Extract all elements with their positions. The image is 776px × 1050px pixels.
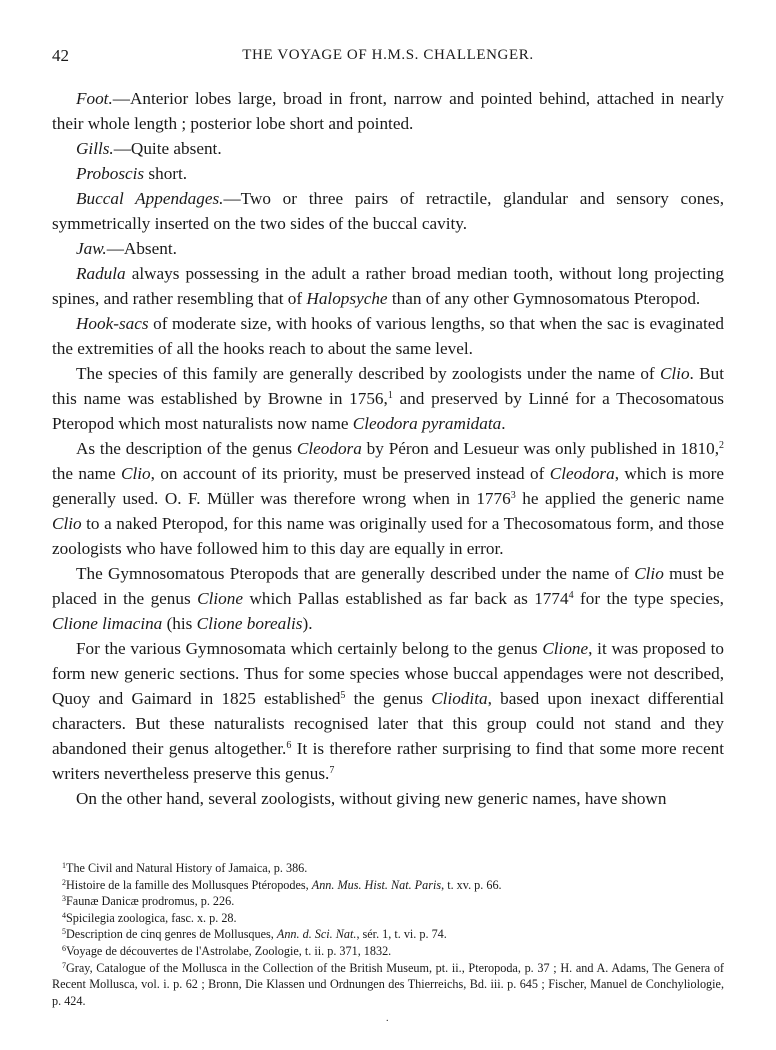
text-span: the name (52, 464, 122, 483)
text-span: , it was proposed to form new generic sections. Thus for some species whose buccal appendages were not described, Quoy and Gaimard in 1825 established (52, 639, 724, 708)
genus-name: Cleodora (549, 464, 615, 483)
text-jaw: —Absent. (106, 239, 177, 258)
footnote-text: Voyage de découvertes de l'Astrolabe, Zoologie, t. ii. p. 371, 1832. (66, 943, 392, 958)
text-span: by Péron and Lesueur was only published in 1810, (361, 439, 719, 458)
footnote-number: 6 (62, 943, 66, 953)
footnote-ref: 1 (387, 390, 393, 401)
text-span: which Pallas established as far back as 1774 (242, 589, 569, 608)
footnote-number: 3 (62, 894, 66, 904)
paragraph-jaw (52, 236, 724, 261)
footnote-7 (52, 960, 724, 1010)
text-span: he applied the generic name (515, 489, 724, 508)
paragraph-gills (52, 136, 724, 161)
footnote-ref: 5 (340, 690, 346, 701)
footnote-1 (52, 860, 724, 877)
text-span: , on account of its priority, must be preserved instead of (150, 464, 550, 483)
footnote-text: Faunæ Danicæ prodromus, p. 226. (66, 894, 235, 909)
text-span: , based upon inexact differential characters. But these naturalists recognised later that this group could not stand and they abandoned their genus altogether. (52, 689, 724, 758)
genus-name: Clione (542, 639, 589, 658)
paragraph-proboscis (52, 161, 724, 186)
footnote-number: 2 (62, 877, 66, 887)
genus-name: Cleodora (296, 439, 362, 458)
page-header (52, 46, 724, 70)
footnote-4 (52, 910, 724, 927)
term-jaw: Jaw. (76, 239, 107, 258)
species-name: Clione borealis (196, 614, 303, 633)
footnote-ref: 3 (510, 490, 516, 501)
text-span: The species of this family are generally described by zoologists under the name of (76, 364, 660, 383)
paragraph-buccal (52, 186, 724, 236)
species-name: Cleodora pyramidata (352, 414, 502, 433)
footnote-ref: 2 (719, 440, 724, 451)
text-span: must be placed in the genus (52, 564, 724, 608)
footnote-text: Spicilegia zoologica, fasc. x. p. 28. (66, 910, 237, 925)
footnote-text: Gray, Catalogue of the Mollusca in the Collection of the British Museum, pt. ii., Pteropoda, p. 37 ; H. and A. Adams, The Genera of Recent Mollusca, vol. i. p. 62 ; Bronn, Die Klassen und Ordnungen des Thierreichs, Bd. iii. p. 645 ; Fischer, Manuel de Conchyliologie, p. 424. (52, 960, 724, 1008)
text-span: As the description of the genus (76, 439, 297, 458)
term-buccal: Buccal Appendages. (76, 189, 224, 208)
paragraph-2 (52, 436, 724, 561)
genus-name: Clio (634, 564, 664, 583)
footnote-number: 7 (62, 960, 66, 970)
text-span: ). (302, 614, 313, 633)
text-proboscis: short. (144, 164, 188, 183)
text-radula-a: always possessing in the adult a rather broad median tooth, without long projecting spines, and rather resembling that of (52, 264, 724, 308)
paragraph-foot (52, 86, 724, 136)
term-hook-sacs: Hook-sacs (76, 314, 149, 333)
text-span: . (501, 414, 506, 433)
paragraph-hook-sacs (52, 311, 724, 361)
footnote-ref: 4 (568, 590, 574, 601)
paragraph-3 (52, 561, 724, 636)
text-span: The Gymnosomatous Pteropods that are generally described under the name of (76, 564, 635, 583)
footnote-ref: 7 (329, 765, 335, 776)
footnote-journal: Ann. Mus. Hist. Nat. Paris (311, 877, 442, 892)
footnote-text: Description de cinq genres de Mollusques, (66, 927, 277, 942)
species-name: Clione limacina (52, 614, 163, 633)
term-radula: Radula (76, 264, 126, 283)
text-span: for the type species, (573, 589, 724, 608)
footnote-3 (52, 893, 724, 910)
footnote-text: The Civil and Natural History of Jamaica, p. 386. (66, 861, 308, 875)
text-foot: —Anterior lobes large, broad in front, narrow and pointed behind, attached in nearly their whole length ; posterior lobe short and pointed. (52, 89, 724, 133)
genus-name: Clio (52, 514, 82, 533)
footnote-number: 1 (62, 861, 66, 870)
running-title: THE VOYAGE OF H.M.S. CHALLENGER. (242, 47, 534, 63)
text-radula-b: than of any other Gymnosomatous Pteropod. (387, 289, 701, 308)
text-span: (his (162, 614, 197, 633)
text-span: . But this name was established by Browne in 1756, (52, 364, 724, 408)
text-span: and preserved by Linné for a Thecosomatous Pteropod which most naturalists now name (52, 389, 724, 433)
footnote-2 (52, 877, 724, 894)
text-span: to a naked Pteropod, for this name was originally used for a Thecosomatous form, and those zoologists who have followed him to this day are equally in error. (52, 514, 724, 558)
paragraph-1 (52, 361, 724, 436)
genus-name: Clio (121, 464, 151, 483)
footnote-text: , sér. 1, t. vi. p. 74. (356, 927, 447, 942)
term-proboscis: Proboscis (76, 164, 145, 183)
paragraph-5 (52, 786, 724, 811)
footnotes (52, 860, 724, 1009)
body-text (52, 86, 724, 811)
text-span: For the various Gymnosomata which certainly belong to the genus (76, 639, 543, 658)
text-span: , which is more generally used. O. F. Müller was therefore wrong when in 1776 (52, 464, 724, 508)
footnote-5 (52, 926, 724, 943)
footnote-ref: 6 (286, 740, 292, 751)
page-number: 42 (52, 46, 69, 65)
text-gills: —Quite absent. (113, 139, 222, 158)
text-span: It is therefore rather surprising to find that some more recent writers nevertheless preserve this genus. (52, 739, 724, 783)
term-foot: Foot. (76, 89, 113, 108)
paragraph-radula (52, 261, 724, 311)
text-buccal: —Two or three pairs of retractile, glandular and sensory cones, symmetrically inserted on the two sides of the buccal cavity. (52, 189, 724, 233)
footer-mark: . (386, 1013, 389, 1024)
footnote-journal: Ann. d. Sci. Nat. (276, 927, 357, 942)
text-span: On the other hand, several zoologists, without giving new generic names, have shown (76, 789, 667, 808)
genus-name: Clio (659, 364, 690, 383)
footnote-number: 4 (62, 910, 66, 920)
term-gills: Gills. (76, 139, 114, 158)
text-span: the genus (345, 689, 432, 708)
footnote-text: , t. xv. p. 66. (441, 877, 502, 892)
text-hook-sacs: of moderate size, with hooks of various lengths, so that when the sac is evaginated the extremities of all the hooks reach to about the same level. (52, 314, 724, 358)
genus-halopsyche: Halopsyche (306, 289, 388, 308)
paragraph-4 (52, 636, 724, 786)
genus-name: Clione (197, 589, 243, 608)
genus-name: Cliodita (431, 689, 488, 708)
footnote-text: Histoire de la famille des Mollusques Ptéropodes, (66, 877, 312, 892)
footnote-number: 5 (62, 927, 66, 937)
footnote-6 (52, 943, 724, 960)
